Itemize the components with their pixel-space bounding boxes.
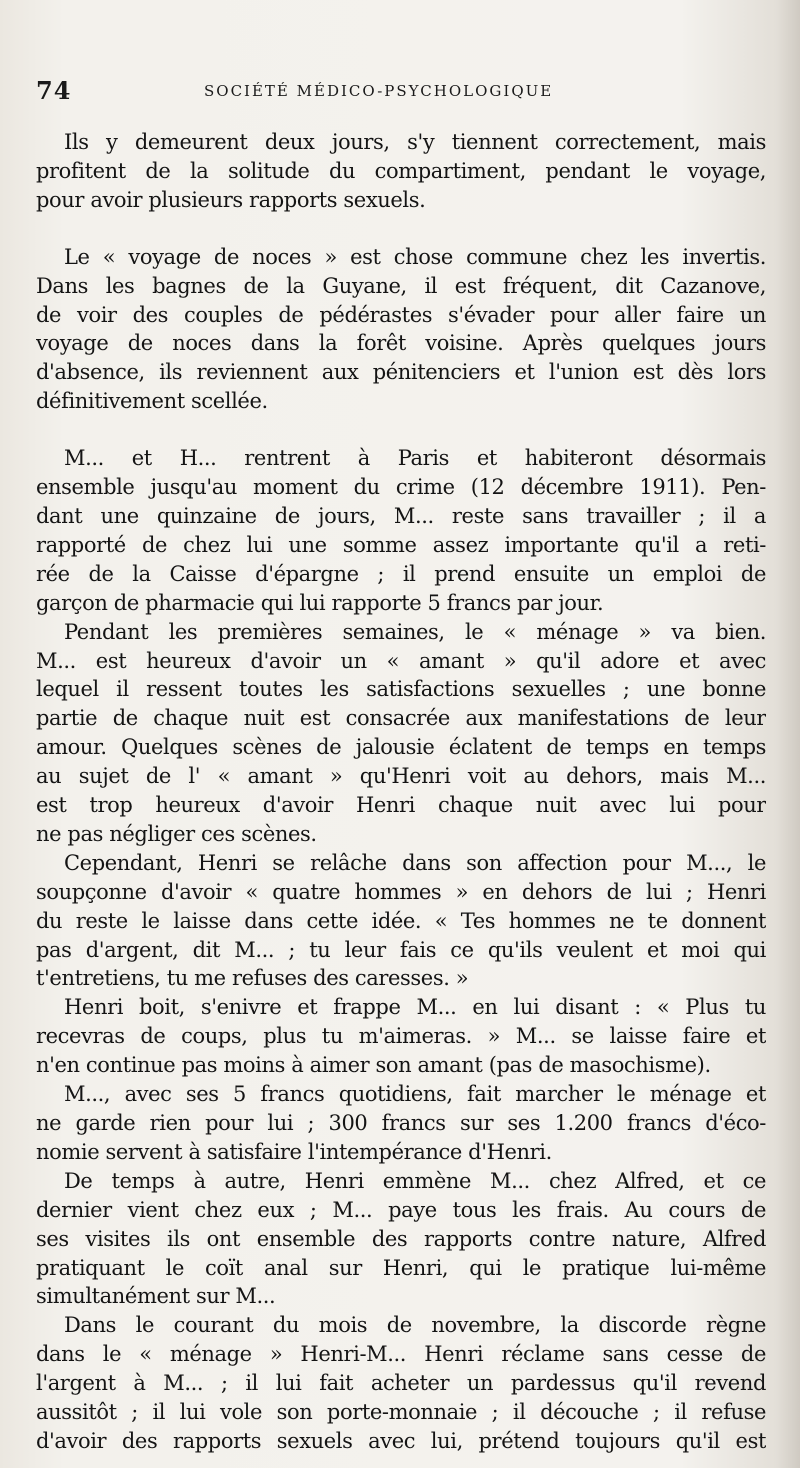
paragraph-gap <box>36 215 766 243</box>
paragraph <box>36 243 766 416</box>
text-line: M... et H... rentrent à Paris et habiteront désormais <box>64 446 766 471</box>
text-line: voyage de noces dans la forêt voisine. Après quelques jours <box>36 331 766 356</box>
text-line: De temps à autre, Henri emmène M... chez Alfred, et ce <box>64 1168 766 1193</box>
paragraph <box>36 618 766 849</box>
paragraph <box>36 1311 766 1456</box>
paragraph <box>36 1167 766 1312</box>
text-line: au sujet de l' « amant » qu'Henri voit au dehors, mais M... <box>36 764 766 789</box>
body-text <box>36 128 766 1456</box>
text-line: Dans les bagnes de la Guyane, il est fréquent, dit Cazanove, <box>36 273 766 298</box>
text-line: soupçonne d'avoir « quatre hommes » en dehors de lui ; Henri <box>36 879 766 904</box>
text-line: pas d'argent, dit M... ; tu leur fais ce qu'ils veulent et moi qui <box>36 937 766 962</box>
paragraph <box>36 849 766 994</box>
text-line: n'en continue pas moins à aimer son amant (pas de masochisme). <box>36 1053 711 1078</box>
text-line: partie de chaque nuit est consacrée aux manifestations de leur <box>36 706 766 731</box>
text-line: profitent de la solitude du compartiment, pendant le voyage, <box>36 158 766 183</box>
text-line: Ils y demeurent deux jours, s'y tiennent correctement, mais <box>64 130 766 154</box>
text-line: M... est heureux d'avoir un « amant » qu'il adore et avec <box>36 648 766 673</box>
text-line: recevras de coups, plus tu m'aimeras. » M... se laisse faire et <box>36 1024 766 1049</box>
text-line: pratiquant le coït anal sur Henri, qui le pratique lui-même <box>36 1255 766 1280</box>
text-line: aussitôt ; il lui vole son porte-monnaie ; il découche ; il refuse <box>36 1400 766 1425</box>
paragraph <box>36 128 766 215</box>
text-line: lequel il ressent toutes les satisfactions sexuelles ; une bonne <box>36 677 766 702</box>
text-line: amour. Quelques scènes de jalousie éclatent de temps en temps <box>36 735 766 760</box>
text-line: du reste le laisse dans cette idée. « Tes hommes ne te donnent <box>36 908 766 933</box>
text-line: t'entretiens, tu me refuses des caresses. » <box>36 966 469 991</box>
text-line: dant une quinzaine de jours, M... reste sans travailler ; il a <box>36 503 766 528</box>
page-number: 74 <box>36 76 72 105</box>
text-line: dernier vient chez eux ; M... paye tous les frais. Au cours de <box>36 1197 766 1222</box>
text-line: Pendant les premières semaines, le « ménage » va bien. <box>64 619 766 644</box>
text-line: M..., avec ses 5 francs quotidiens, fait marcher le ménage et <box>64 1082 766 1107</box>
text-line: définitivement scellée. <box>36 389 268 414</box>
text-line: d'avoir des rapports sexuels avec lui, prétend toujours qu'il est <box>36 1428 766 1453</box>
text-line: est trop heureux d'avoir Henri chaque nuit avec lui pour <box>36 793 766 818</box>
paragraph <box>36 993 766 1080</box>
text-line: Henri boit, s'enivre et frappe M... en lui disant : « Plus tu <box>64 995 766 1020</box>
text-line: garçon de pharmacie qui lui rapporte 5 francs par jour. <box>36 590 604 615</box>
text-line: dans le « ménage » Henri-M... Henri réclame sans cesse de <box>36 1342 766 1367</box>
page-header <box>36 76 766 108</box>
text-line: rée de la Caisse d'épargne ; il prend ensuite un emploi de <box>36 561 766 586</box>
text-line: simultanément sur M... <box>36 1284 276 1309</box>
text-line: Le « voyage de noces » est chose commune chez les invertis. <box>64 244 766 269</box>
running-head: SOCIÉTÉ MÉDICO-PSYCHOLOGIQUE <box>204 82 554 100</box>
text-line: Cependant, Henri se relâche dans son affection pour M..., le <box>64 850 766 875</box>
text-line: ne garde rien pour lui ; 300 francs sur ses 1.200 francs d'éco- <box>36 1111 766 1135</box>
text-line: ses visites ils ont ensemble des rapports contre nature, Alfred <box>36 1226 766 1251</box>
text-line: de voir des couples de pédérastes s'évader pour aller faire un <box>36 302 766 327</box>
paragraph-gap <box>36 416 766 444</box>
text-line: Dans le courant du mois de novembre, la discorde règne <box>64 1313 766 1338</box>
text-line: l'argent à M... ; il lui fait acheter un pardessus qu'il revend <box>36 1371 766 1396</box>
paragraph <box>36 444 766 617</box>
text-line: ne pas négliger ces scènes. <box>36 821 317 846</box>
paragraph <box>36 1080 766 1167</box>
text-line: pour avoir plusieurs rapports sexuels. <box>36 187 426 212</box>
text-line: nomie servent à satisfaire l'intempérance d'Henri. <box>36 1139 552 1164</box>
text-line: ensemble jusqu'au moment du crime (12 décembre 1911). Pen- <box>36 475 766 500</box>
text-line: rapporté de chez lui une somme assez importante qu'il a reti- <box>36 532 766 557</box>
text-line: d'absence, ils reviennent aux pénitenciers et l'union est dès lors <box>36 360 766 385</box>
